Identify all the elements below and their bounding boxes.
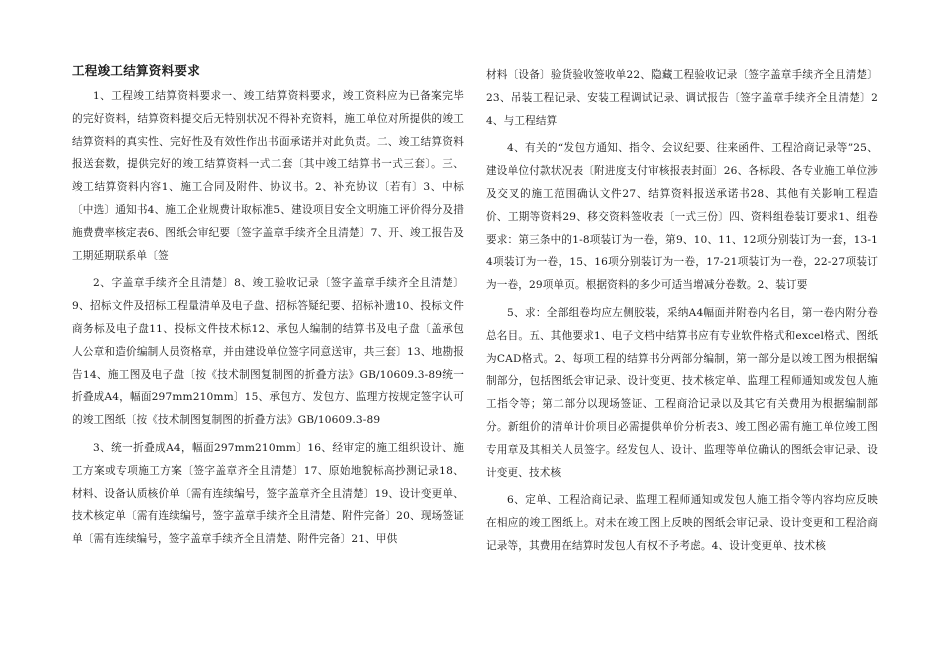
paragraph-6: 6、定单、工程洽商记录、监理工程师通知或发包人施工指令等内容均应反映在相应的竣工图纸上。对未在竣工图上反映的图纸会审记录、设计变更和工程洽商记录等，其费用在结算时发包人有权不予考虑。4、设计变更单、技术核 — [486, 494, 878, 552]
paragraph-5: 5、求：全部组卷均应左侧胶装，采纳A4幅面并附卷内名目，第一卷内附分卷总名目。五、其他要求1、电子文档中结算书应有专业软件格式和excel格式、图纸为CAD格式。2、每项工程的结算书分两部分编制，第一部分是以竣工图为根据编制部分，包括图纸会审记录、设计变更、技术核定单、监理工程师通知或发包人施工指令等；第二部分以现场签证、工程商洽记录以及其它有关费用为根据编制部分。新组价的清单计价项目必需提供单价分析表3、竣工图必需有施工单位竣工图专用章及其相关人员签字。经发包人、设计、监理等单位确认的图纸会审记录、设计变更、技术核 — [486, 306, 878, 479]
left-column — [72, 62, 464, 556]
paragraph-3: 3、统一折叠成A4，幅面297mm210mm〕16、经审定的施工组织设计、施工方案或专项施工方案〔签字盖章齐全且清楚〕17、原始地貌标高抄测记录18、材料、设备认质核价单〔需有连续编号，签字盖章齐全且清楚〕19、设计变更单、技术核定单〔需有连续编号，签字盖章手续齐全且清楚、附件完备〕20、现场签证单〔需有连续编号，签字盖章手续齐全且清楚、附件完备〕21、甲供 — [72, 441, 464, 546]
paragraph-3-continued: 材料〔设备〕验货验收签收单22、隐藏工程验收记录〔签字盖章手续齐全且清楚〕23、吊装工程记录、安装工程调试记录、调试报告〔签字盖章手续齐全且清楚〕24、与工程结算 — [486, 69, 878, 127]
paragraph-1: 1、工程竣工结算资料要求一、竣工结算资料要求，竣工资料应为已备案完毕的完好资料，结算资料提交后无特别状况不得补充资料，施工单位对所提供的竣工结算资料的真实性、完好性及有效性作出书面承诺并对此负责。二、竣工结算资料报送套数，提供完好的竣工结算资料一式二套〔其中竣工结算书一式三套〕。三、竣工结算资料内容1、施工合同及附件、协议书。2、补充协议〔若有〕3、中标〔中选〕通知书4、施工企业规费计取标准5、建设项目安全文明施工评价得分及措施费费率核定表6、图纸会审纪要〔签字盖章手续齐全且清楚〕7、开、竣工报告及工期延期联系单〔签 — [72, 90, 464, 262]
right-column — [486, 64, 878, 563]
paragraph-4: 4、有关的“发包方通知、指令、会议纪要、往来函件、工程洽商记录等”25、建设单位付款状况表〔附进度支付审核报表封面〕26、各标段、各专业施工单位涉及交叉的施工范围确认文件27、结算资料报送承诺书28、其他有关影响工程造价、工期等资料29、移交资料签收表〔一式三份〕四、资料组卷装订要求1、组卷要求：第三条中的1-8项装订为一卷，第9、10、11、12项分别装订为一套，13-14项装订为一卷，15、16项分别装订为一卷，17-21项装订为一卷，22-27项装订为一卷，29项单页。根据资料的多少可适当增减分卷数。2、装订要 — [486, 142, 878, 292]
document-title: 工程竣工结算资料要求 — [72, 63, 201, 78]
paragraph-2: 2、字盖章手续齐全且清楚〕8、竣工验收记录〔签字盖章手续齐全且清楚〕9、招标文件及招标工程量清单及电子盘、招标答疑纪要、招标补遗10、投标文件商务标及电子盘11、投标文件技术标12、承包人编制的结算书及电子盘〔盖承包人公章和造价编制人员资格章，并由建设单位签字同意送审，共三套〕13、地勘报告14、施工图及电子盘〔按《技术制图复制图的折叠方法》GB/10609.3-89统一折叠成A4，幅面297mm210mm〕15、承包方、发包方、监理方按规定签字认可的竣工图纸〔按《技术制图复制图的折叠方法》GB/10609.3-89 — [72, 277, 464, 427]
